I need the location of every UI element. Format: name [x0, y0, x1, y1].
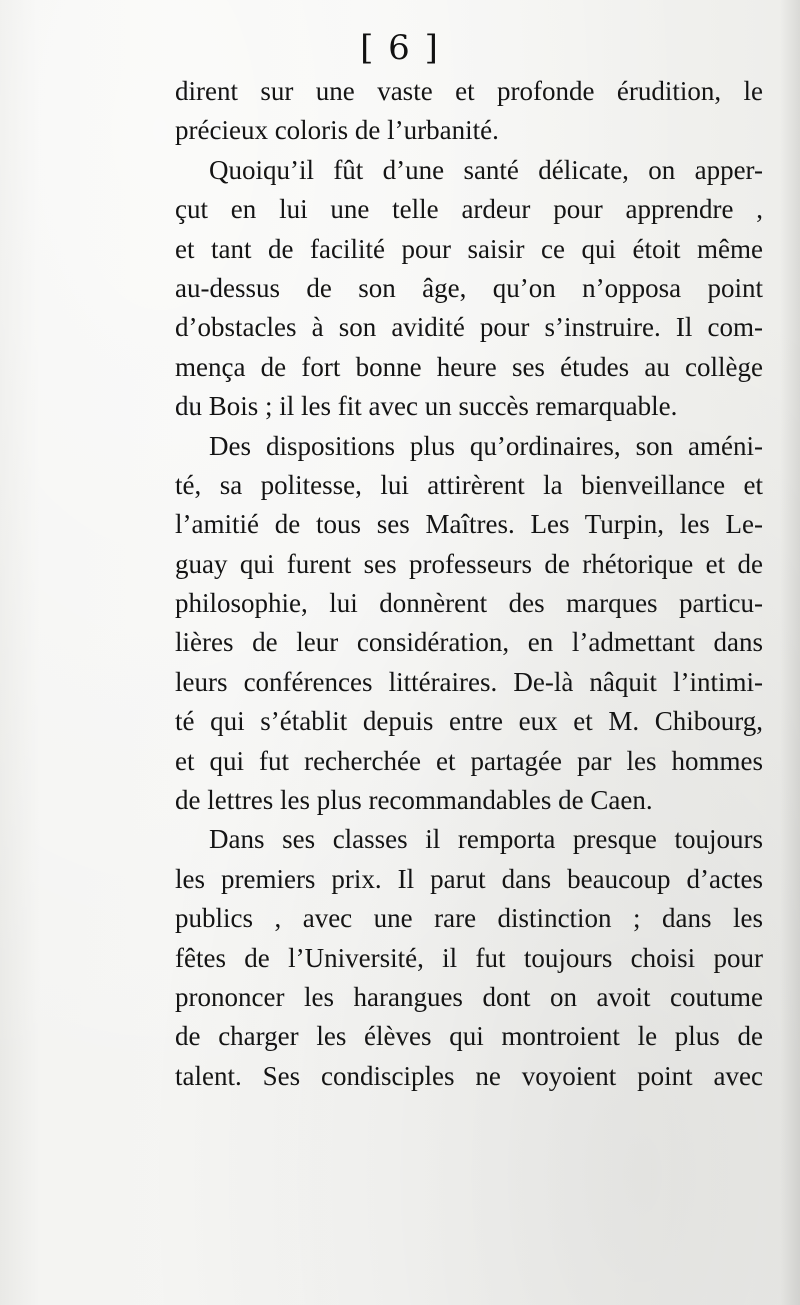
text-line: publics , avec une rare distinction ; dans les — [175, 903, 763, 934]
text-line: talent. Ses condisciples ne voyoient point avec — [175, 1060, 763, 1091]
paragraph-start-line: Dans ses classes il remporta presque toujours — [209, 824, 763, 855]
text-line: philosophie, lui donnèrent des marques particu- — [175, 588, 763, 619]
text-line: précieux coloris de l’urbanité. — [175, 115, 499, 146]
text-line: l’amitié de tous ses Maîtres. Les Turpin, les Le- — [175, 509, 763, 540]
paragraph-start-line: Quoiqu’il fût d’une santé délicate, on apper- — [209, 154, 763, 185]
text-line: et qui fut recherchée et partagée par les hommes — [175, 745, 763, 776]
page-number: [ 6 ] — [360, 28, 440, 68]
text-line: lières de leur considération, en l’admettant dans — [175, 627, 763, 658]
text-line: du Bois ; il les fit avec un succès remarquable. — [175, 391, 678, 422]
text-line: et tant de facilité pour saisir ce qui étoit même — [175, 233, 763, 264]
text-line: de charger les élèves qui montroient le plus de — [175, 1021, 763, 1052]
text-line: guay qui furent ses professeurs de rhétorique et de — [175, 548, 763, 579]
text-line: té, sa politesse, lui attirèrent la bienveillance et — [175, 469, 763, 500]
text-line: d’obstacles à son avidité pour s’instruire. Il com- — [175, 312, 763, 343]
text-line: çut en lui une telle ardeur pour apprendre , — [175, 194, 763, 225]
text-line: leurs conférences littéraires. De-là nâquit l’intimi- — [175, 666, 763, 697]
text-line: de lettres les plus recommandables de Caen. — [175, 785, 653, 816]
text-line: fêtes de l’Université, il fut toujours choisi pour — [175, 942, 763, 973]
text-line: dirent sur une vaste et profonde érudition, le — [175, 76, 763, 106]
text-line: au-dessus de son âge, qu’on n’opposa point — [175, 272, 763, 303]
page-body-text — [175, 72, 763, 1096]
text-line: prononcer les harangues dont on avoit coutume — [175, 981, 763, 1012]
text-line: té qui s’établit depuis entre eux et M. Chibourg, — [175, 706, 763, 737]
text-line: les premiers prix. Il parut dans beaucoup d’actes — [175, 863, 763, 894]
paragraph-start-line: Des dispositions plus qu’ordinaires, son améni- — [209, 430, 763, 461]
text-line: mença de fort bonne heure ses études au collège — [175, 351, 763, 382]
